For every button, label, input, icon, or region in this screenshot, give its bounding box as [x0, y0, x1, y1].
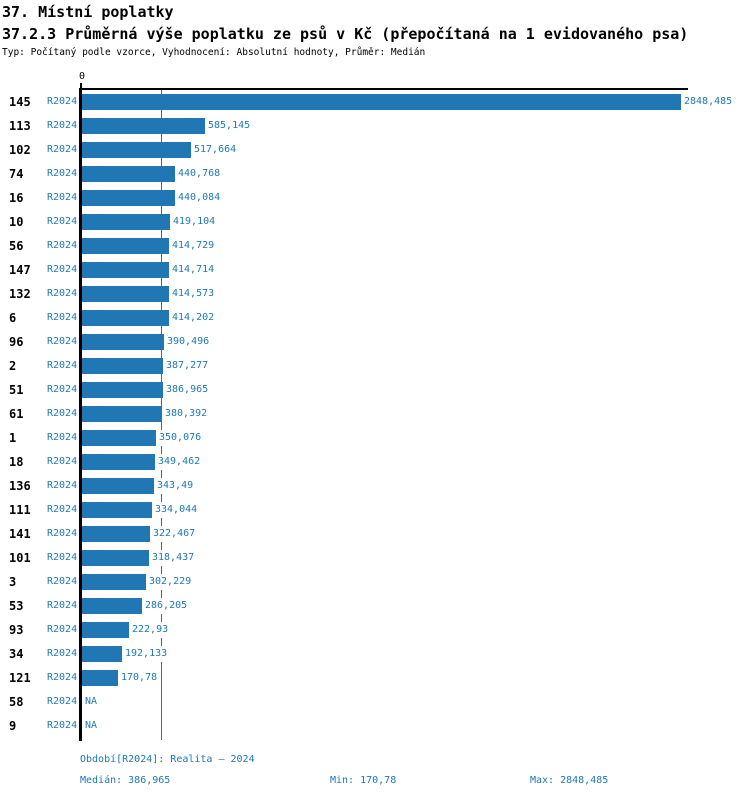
chart — [0, 71, 750, 753]
row-period-label: R2024 — [47, 192, 78, 203]
value-bar — [82, 646, 122, 662]
row-period-label: R2024 — [47, 720, 78, 731]
row-period-label: R2024 — [47, 576, 78, 587]
row-period-label: R2024 — [47, 264, 78, 275]
row-category-label: 10 — [9, 215, 24, 229]
value-bar — [82, 454, 155, 470]
row-category-label: 145 — [9, 95, 31, 109]
value-label: 390,496 — [167, 334, 211, 350]
row-category-label: 132 — [9, 287, 31, 301]
value-label: 334,044 — [155, 502, 199, 518]
value-label: 414,573 — [172, 286, 216, 302]
value-label: NA — [85, 694, 99, 710]
bar-row — [0, 502, 750, 518]
row-period-label: R2024 — [47, 480, 78, 491]
value-label: 222,93 — [132, 622, 170, 638]
row-category-label: 93 — [9, 623, 24, 637]
row-category-label: 51 — [9, 383, 24, 397]
row-category-label: 113 — [9, 119, 31, 133]
footer-min: Min: 170,78 — [330, 775, 397, 786]
row-period-label: R2024 — [47, 432, 78, 443]
bar-row — [0, 598, 750, 614]
bar-row — [0, 166, 750, 182]
bar-row — [0, 646, 750, 662]
bar-row — [0, 670, 750, 686]
value-label: 585,145 — [208, 118, 252, 134]
row-category-label: 53 — [9, 599, 24, 613]
row-category-label: 61 — [9, 407, 24, 421]
value-bar — [82, 478, 154, 494]
bar-row — [0, 310, 750, 326]
value-label: 192,133 — [125, 646, 169, 662]
value-label: 349,462 — [158, 454, 202, 470]
row-period-label: R2024 — [47, 240, 78, 251]
footer-median: Medián: 386,965 — [80, 775, 171, 786]
value-label: 302,229 — [149, 574, 193, 590]
row-period-label: R2024 — [47, 648, 78, 659]
bar-row — [0, 478, 750, 494]
value-bar — [82, 382, 163, 398]
bar-row — [0, 262, 750, 278]
row-period-label: R2024 — [47, 144, 78, 155]
value-label: 386,965 — [166, 382, 210, 398]
row-category-label: 96 — [9, 335, 24, 349]
value-label: 414,202 — [172, 310, 216, 326]
row-period-label: R2024 — [47, 456, 78, 467]
axis-top-line — [79, 88, 688, 90]
bar-row — [0, 382, 750, 398]
bar-row — [0, 574, 750, 590]
row-category-label: 74 — [9, 167, 24, 181]
bar-row — [0, 142, 750, 158]
value-bar — [82, 286, 169, 302]
row-category-label: 56 — [9, 239, 24, 253]
row-period-label: R2024 — [47, 624, 78, 635]
row-period-label: R2024 — [47, 528, 78, 539]
bar-row — [0, 358, 750, 374]
bar-row — [0, 190, 750, 206]
bar-row — [0, 214, 750, 230]
value-label: 286,205 — [145, 598, 189, 614]
value-bar — [82, 550, 149, 566]
value-label: 440,084 — [178, 190, 222, 206]
axis-zero-label: 0 — [78, 71, 86, 82]
bar-row — [0, 622, 750, 638]
value-bar — [82, 238, 169, 254]
value-bar — [82, 622, 129, 638]
value-bar — [82, 430, 156, 446]
row-period-label: R2024 — [47, 552, 78, 563]
chart-title: 37.2.3 Průměrná výše poplatku ze psů v Kč (přepočítaná na 1 evidovaného psa) — [2, 25, 689, 43]
value-bar — [82, 166, 175, 182]
row-category-label: 147 — [9, 263, 31, 277]
row-period-label: R2024 — [47, 168, 78, 179]
row-period-label: R2024 — [47, 288, 78, 299]
row-category-label: 9 — [9, 719, 17, 733]
row-period-label: R2024 — [47, 696, 78, 707]
row-period-label: R2024 — [47, 672, 78, 683]
footer-period: Období[R2024]: Realita – 2024 — [80, 754, 255, 765]
value-label: 170,78 — [121, 670, 159, 686]
value-bar — [82, 190, 175, 206]
row-period-label: R2024 — [47, 504, 78, 515]
value-label: 414,714 — [172, 262, 216, 278]
row-period-label: R2024 — [47, 336, 78, 347]
value-bar — [82, 142, 191, 158]
value-bar — [82, 358, 163, 374]
bar-row — [0, 286, 750, 302]
row-category-label: 121 — [9, 671, 31, 685]
value-bar — [82, 574, 146, 590]
bar-row — [0, 550, 750, 566]
bar-row — [0, 718, 750, 734]
value-bar — [82, 670, 118, 686]
value-bar — [82, 214, 170, 230]
value-label: 387,277 — [166, 358, 210, 374]
value-bar — [82, 598, 142, 614]
value-label: 517,664 — [194, 142, 238, 158]
row-category-label: 18 — [9, 455, 24, 469]
bar-row — [0, 526, 750, 542]
row-category-label: 58 — [9, 695, 24, 709]
row-category-label: 1 — [9, 431, 17, 445]
value-label: 2848,485 — [684, 94, 734, 110]
row-period-label: R2024 — [47, 312, 78, 323]
value-bar — [82, 406, 162, 422]
value-label: 322,467 — [153, 526, 197, 542]
value-bar — [82, 526, 150, 542]
row-category-label: 102 — [9, 143, 31, 157]
row-category-label: 2 — [9, 359, 17, 373]
bar-row — [0, 454, 750, 470]
row-category-label: 34 — [9, 647, 24, 661]
value-label: 343,49 — [157, 478, 195, 494]
chart-meta-info: Typ: Počítaný podle vzorce, Vyhodnocení: Absolutní hodnoty, Průměr: Medián — [2, 47, 426, 58]
value-bar — [82, 502, 152, 518]
footer-max: Max: 2848,485 — [530, 775, 609, 786]
value-label: 318,437 — [152, 550, 196, 566]
value-bar — [82, 262, 169, 278]
bar-row — [0, 118, 750, 134]
bar-row — [0, 334, 750, 350]
value-bar — [82, 334, 164, 350]
row-category-label: 111 — [9, 503, 31, 517]
row-category-label: 6 — [9, 311, 17, 325]
row-category-label: 3 — [9, 575, 17, 589]
value-label: 380,392 — [165, 406, 209, 422]
row-period-label: R2024 — [47, 408, 78, 419]
row-category-label: 101 — [9, 551, 31, 565]
bar-row — [0, 694, 750, 710]
row-category-label: 16 — [9, 191, 24, 205]
row-period-label: R2024 — [47, 360, 78, 371]
value-label: 440,768 — [178, 166, 222, 182]
value-bar — [82, 310, 169, 326]
row-period-label: R2024 — [47, 384, 78, 395]
value-label: NA — [85, 718, 99, 734]
value-bar — [82, 94, 681, 110]
row-category-label: 136 — [9, 479, 31, 493]
bar-row — [0, 238, 750, 254]
value-label: 414,729 — [172, 238, 216, 254]
bar-row — [0, 94, 750, 110]
row-period-label: R2024 — [47, 96, 78, 107]
value-bar — [82, 118, 205, 134]
row-period-label: R2024 — [47, 216, 78, 227]
value-label: 419,104 — [173, 214, 217, 230]
value-label: 350,076 — [159, 430, 203, 446]
row-period-label: R2024 — [47, 120, 78, 131]
row-period-label: R2024 — [47, 600, 78, 611]
bar-row — [0, 406, 750, 422]
axis-left-line — [79, 88, 82, 741]
row-category-label: 141 — [9, 527, 31, 541]
page-title: 37. Místní poplatky — [2, 3, 174, 21]
bar-row — [0, 430, 750, 446]
